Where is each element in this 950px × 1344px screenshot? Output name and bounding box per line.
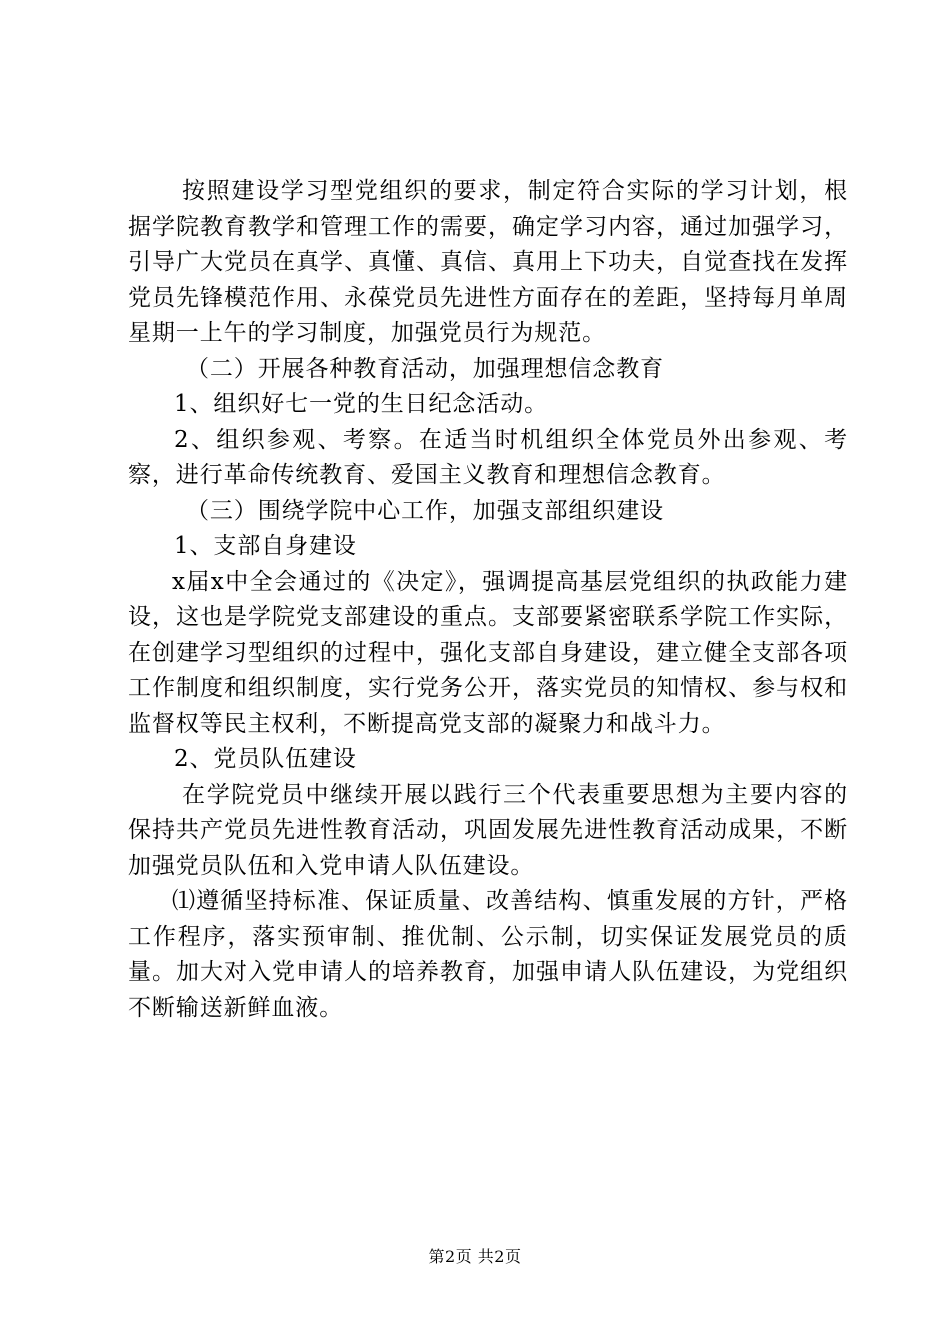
paragraph-study-plan: 按照建设学习型党组织的要求，制定符合实际的学习计划，根据学院教育教学和管理工作的需要，确定学习内容，通过加强学习，引导广大党员在真学、真懂、真信、真用上下功夫，自觉查找在发挥党员先锋模范作用、永葆党员先进性方面存在的差距，坚持每月单周星期一上午的学习制度，加强党员行为规范。 <box>128 178 848 346</box>
paragraph-plenary-decision: x届x中全会通过的《决定》，强调提高基层党组织的执政能力建设，这也是学院党支部建设的重点。支部要紧密联系学院工作实际，在创建学习型组织的过程中，强化支部自身建设，建立健全支部各项工作制度和组织制度，实行党务公开，落实党员的知情权、参与权和监督权等民主权利，不断提高党支部的凝聚力和战斗力。 <box>128 568 848 737</box>
page-number-footer: 第2页 共2页 <box>428 1247 522 1266</box>
paragraph-advanced-education: 在学院党员中继续开展以践行三个代表重要思想为主要内容的保持共产党员先进性教育活动，巩固发展先进性教育活动成果，不断加强党员队伍和入党申请人队伍建设。 <box>128 781 848 879</box>
section-heading-branch-building: （三）围绕学院中心工作，加强支部组织建设 <box>186 497 664 524</box>
section-heading-education-activities: （二）开展各种教育活动，加强理想信念教育 <box>186 355 664 382</box>
list-item-visits-inspections: 2、组织参观、考察。在适当时机组织全体党员外出参观、考察，进行革命传统教育、爱国主义教育和理想信念教育。 <box>128 426 848 488</box>
subheading-member-team-building: 2、党员队伍建设 <box>174 746 357 772</box>
paragraph-membership-development: ⑴遵循坚持标准、保证质量、改善结构、慎重发展的方针，严格工作程序，落实预审制、推优制、公示制，切实保证发展党员的质量。加大对入党申请人的培养教育，加强申请人队伍建设，为党组织不断输送新鲜血液。 <box>128 888 848 1021</box>
list-item-july-first-activity: 1、组织好七一党的生日纪念活动。 <box>174 391 549 417</box>
document-body <box>128 174 848 1026</box>
subheading-branch-self-building: 1、支部自身建设 <box>174 533 357 559</box>
